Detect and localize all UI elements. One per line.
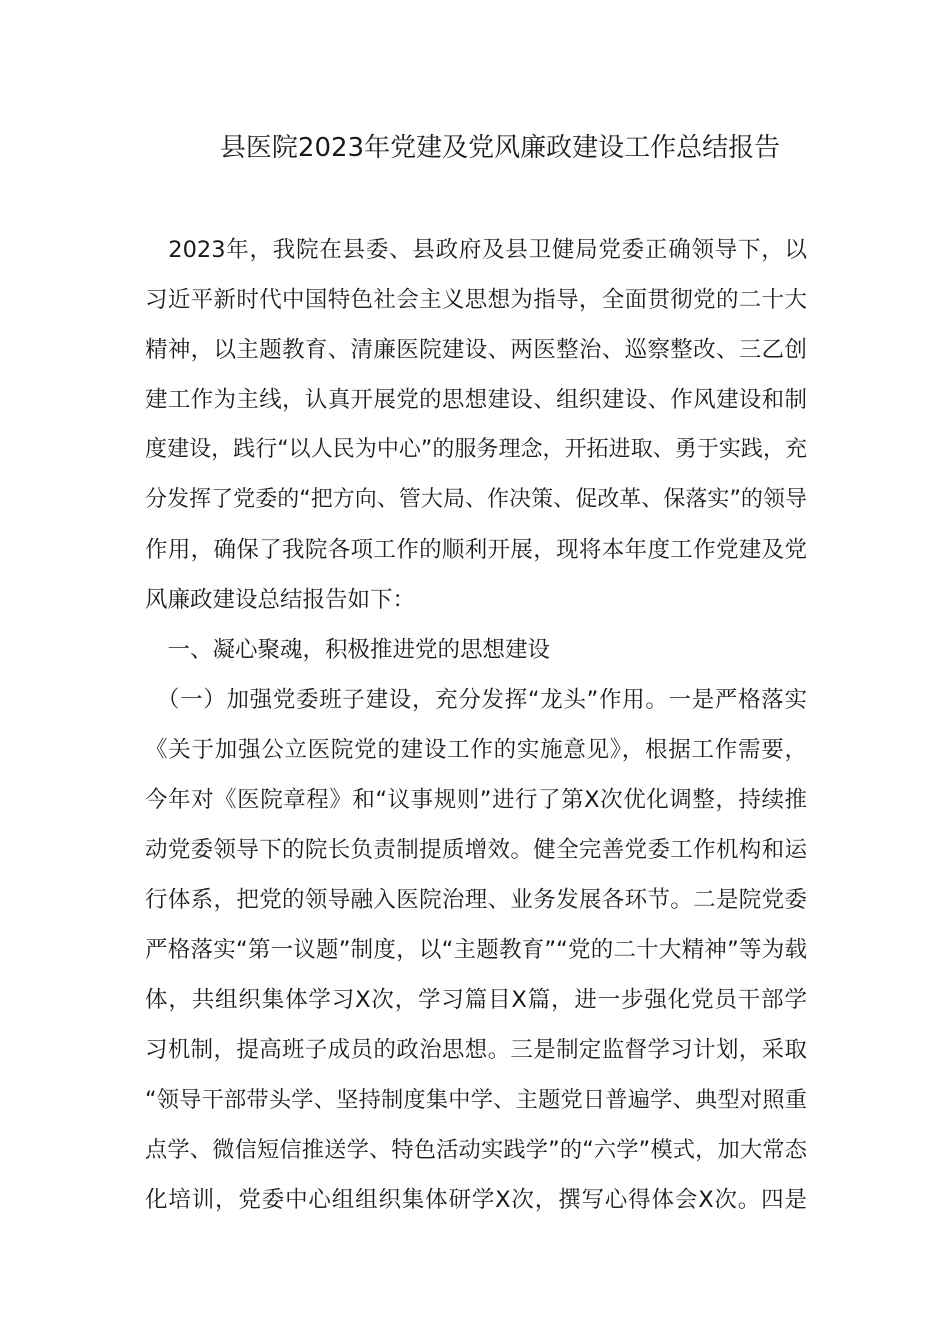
page-title: 县医院2023年党建及党风廉政建设工作总结报告 bbox=[219, 133, 781, 163]
paragraph-line: 体，共组织集体学习X次，学习篇目X篇，进一步强化党员干部学 bbox=[145, 987, 807, 1013]
paragraph-line: 点学、微信短信推送学、特色活动实践学”的“六学”模式，加大常态 bbox=[145, 1137, 807, 1163]
paragraph-line: 度建设，践行“以人民为中心”的服务理念，开拓进取、勇于实践，充 bbox=[145, 437, 807, 462]
paragraph-line: 作用，确保了我院各项工作的顺利开展，现将本年度工作党建及党 bbox=[145, 537, 807, 563]
paragraph-line: 《关于加强公立医院党的建设工作的实施意见》，根据工作需要， bbox=[145, 737, 807, 763]
paragraph-line: “领导干部带头学、坚持制度集中学、主题党日普遍学、典型对照重 bbox=[145, 1087, 807, 1113]
paragraph-line: 习机制，提高班子成员的政治思想。三是制定监督学习计划，采取 bbox=[145, 1037, 807, 1063]
paragraph-line: 习近平新时代中国特色社会主义思想为指导，全面贯彻党的二十大 bbox=[145, 287, 807, 313]
paragraph-line: （一）加强党委班子建设，充分发挥“龙头”作用。一是严格落实 bbox=[145, 687, 807, 713]
paragraph-line: 严格落实“第一议题”制度，以“主题教育”“党的二十大精神”等为载 bbox=[145, 937, 807, 963]
paragraph-line: 2023年，我院在县委、县政府及县卫健局党委正确领导下，以 bbox=[145, 237, 807, 263]
paragraph-line: 精神，以主题教育、清廉医院建设、两医整治、巡察整改、三乙创 bbox=[145, 337, 807, 363]
paragraph-line: 建工作为主线，认真开展党的思想建设、组织建设、作风建设和制 bbox=[145, 387, 807, 413]
section-heading: 一、凝心聚魂，积极推进党的思想建设 bbox=[145, 637, 551, 663]
paragraph-line: 风廉政建设总结报告如下： bbox=[145, 587, 416, 613]
paragraph-line: 今年对《医院章程》和“议事规则”进行了第X次优化调整，持续推 bbox=[145, 787, 807, 813]
paragraph-line: 行体系，把党的领导融入医院治理、业务发展各环节。二是院党委 bbox=[145, 887, 807, 913]
paragraph-line: 化培训，党委中心组组织集体研学X次，撰写心得体会X次。四是 bbox=[145, 1187, 807, 1213]
paragraph-line: 分发挥了党委的“把方向、管大局、作决策、促改革、保落实”的领导 bbox=[145, 487, 807, 512]
paragraph-line: 动党委领导下的院长负责制提质增效。健全完善党委工作机构和运 bbox=[145, 837, 807, 863]
